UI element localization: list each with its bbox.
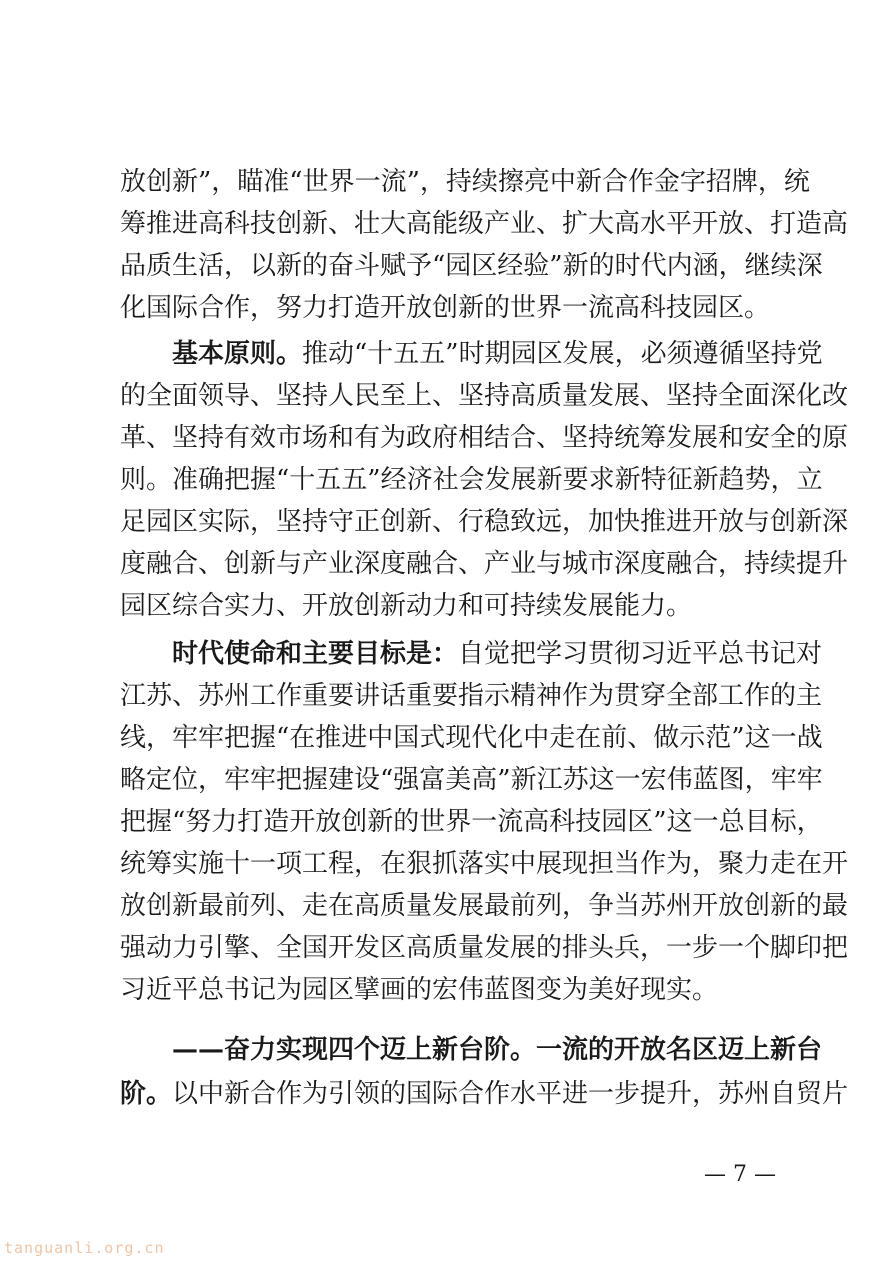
text-line (120, 288, 776, 328)
text-run: 推动“十五五”时期园区发展，必须遵循坚持党 (302, 339, 823, 369)
text-run: 化国际合作，努力打造开放创新的世界一流高科技园区。 (120, 293, 771, 323)
text-line (120, 760, 823, 800)
text-run: 度融合、创新与产业深度融合、产业与城市深度融合，持续提升 (120, 549, 849, 579)
text-run: 线，牢牢把握“在推进中国式现代化中走在前、做示范”这一战 (120, 723, 823, 753)
text-run: 江苏、苏州工作重要讲话重要指示精神作为贯穿全部工作的主 (120, 681, 823, 711)
text-run: 足园区实际，坚持守正创新、行稳致远，加快推进开放与创新深 (120, 507, 849, 537)
text-line (120, 1074, 849, 1114)
bold-text-run: ——奋力实现四个迈上新台阶。一流的开放名区迈上新台 (172, 1035, 823, 1065)
text-run: 放创新最前列、走在高质量发展最前列，争当苏州开放创新的最 (120, 891, 849, 921)
text-line (120, 544, 849, 584)
text-line (120, 802, 823, 842)
text-line (120, 844, 849, 884)
text-run: 以中新合作为引领的国际合作水平进一步提升，苏州自贸片 (172, 1079, 849, 1109)
text-line (120, 460, 823, 500)
text-run: 筹推进高科技创新、壮大高能级产业、扩大高水平开放、打造高 (120, 209, 849, 239)
text-line (172, 634, 823, 674)
text-line (172, 334, 823, 374)
text-line (120, 376, 849, 416)
text-run: 强动力引擎、全国开发区高质量发展的排头兵，一步一个脚印把 (120, 933, 849, 963)
text-run: 习近平总书记为园区擘画的宏伟蓝图变为美好现实。 (120, 975, 719, 1005)
text-run: 则。准确把握“十五五”经济社会发展新要求新特征新趋势，立 (120, 465, 823, 495)
watermark: tanguanli.org.cn (4, 1239, 165, 1257)
text-line (120, 246, 823, 286)
text-run: 品质生活，以新的奋斗赋予“园区经验”新的时代内涵，继续深 (120, 251, 823, 281)
text-run: 放创新”，瞄准“世界一流”，持续擦亮中新合作金字招牌，统 (120, 167, 810, 197)
text-run: 把握“努力打造开放创新的世界一流高科技园区”这一总目标， (120, 807, 823, 837)
text-run: 自觉把学习贯彻习近平总书记对 (458, 639, 823, 669)
text-run: 统筹实施十一项工程，在狠抓落实中展现担当作为，聚力走在开 (120, 849, 849, 879)
text-line (120, 928, 849, 968)
text-line (120, 418, 849, 458)
text-run: 园区综合实力、开放创新动力和可持续发展能力。 (120, 591, 693, 621)
bold-text-run: 阶。 (120, 1079, 173, 1109)
text-line (120, 586, 776, 626)
text-line (120, 886, 849, 926)
text-run: 略定位，牢牢把握建设“强富美高”新江苏这一宏伟蓝图，牢牢 (120, 765, 823, 795)
text-line (120, 718, 823, 758)
bold-text-run: 时代使命和主要目标是： (172, 639, 459, 669)
text-line (120, 204, 849, 244)
text-line (120, 970, 776, 1010)
text-line (172, 1030, 823, 1070)
text-line (120, 502, 849, 542)
text-line (120, 162, 810, 202)
text-line (120, 676, 823, 716)
text-run: 革、坚持有效市场和有为政府相结合、坚持统筹发展和安全的原 (120, 423, 849, 453)
page-number: — 7 — (704, 1162, 776, 1187)
bold-text-run: 基本原则。 (172, 339, 303, 369)
text-run: 的全面领导、坚持人民至上、坚持高质量发展、坚持全面深化改 (120, 381, 849, 411)
